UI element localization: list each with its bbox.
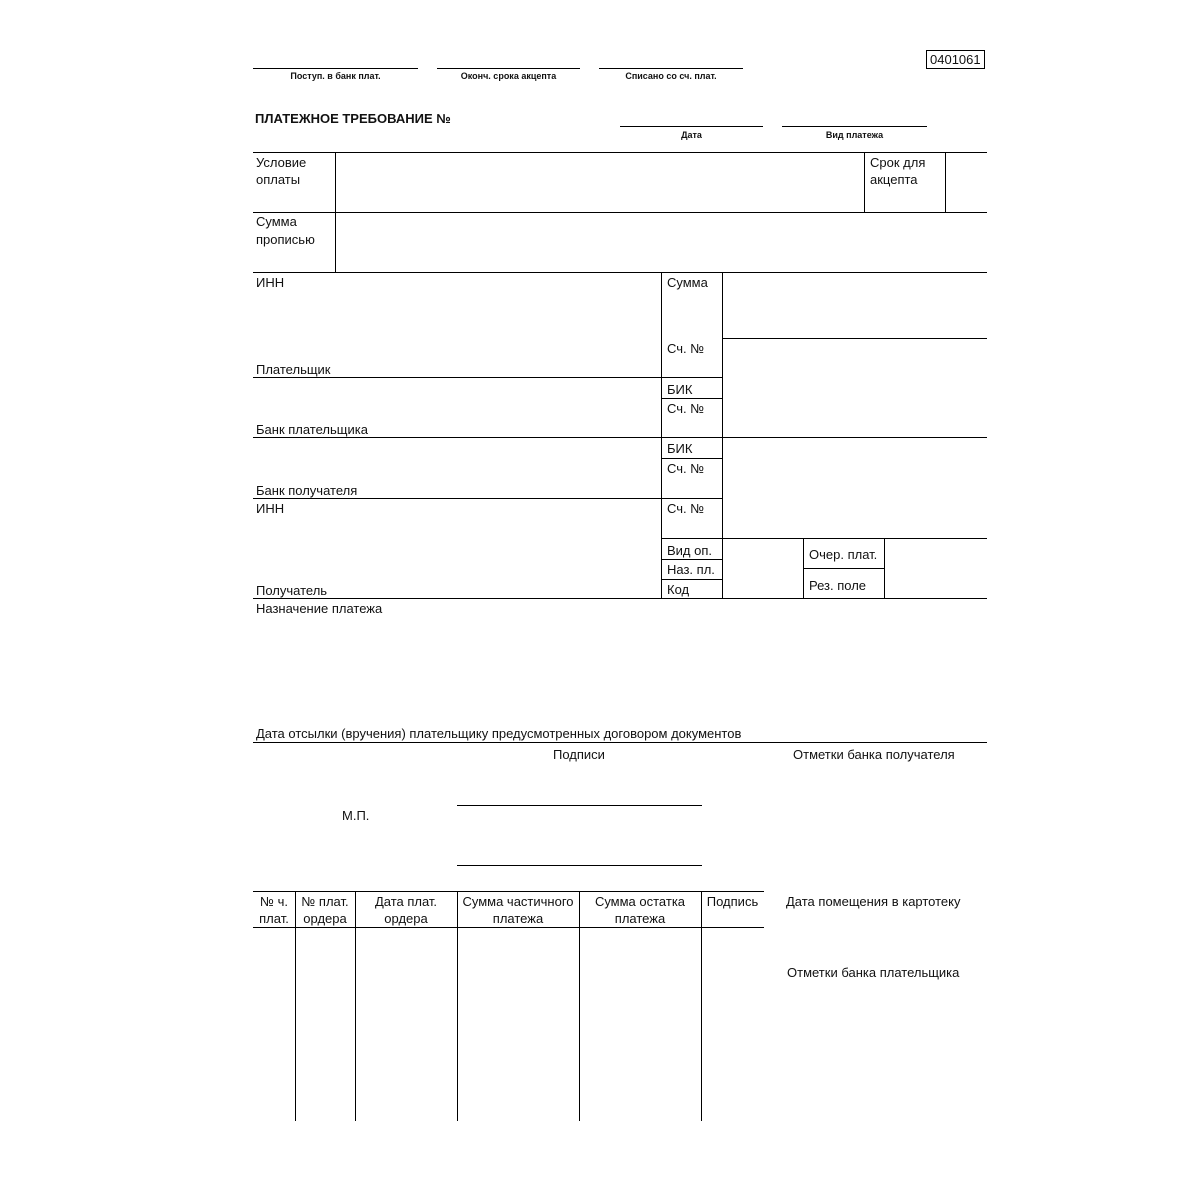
amount-words-label-1: Сумма [256, 214, 297, 229]
docs-sent-line [253, 742, 987, 743]
payment-type-line [782, 126, 927, 127]
col-header-1-line-1: № ч. [260, 894, 288, 909]
recipient-inn-label: ИНН [256, 501, 285, 516]
debited-line [599, 68, 743, 69]
payer-label: Плательщик [256, 362, 331, 377]
payer-bottom-line [253, 377, 722, 378]
code-label: Код [667, 582, 690, 597]
acceptance-end-line [437, 68, 580, 69]
block-top-line [253, 152, 987, 153]
acceptance-term-label-1: Срок для [870, 155, 926, 170]
recipient-account-bottom-line [661, 538, 987, 539]
acceptance-term-label-2: акцепта [870, 172, 918, 187]
docs-sent-date-label: Дата отсылки (вручения) плательщику предусмотренных договором документов [256, 726, 742, 741]
acceptance-end-label: Оконч. срока акцепта [460, 71, 557, 81]
col-header-3-line-2: ордера [384, 911, 428, 926]
payment-purpose-label: Назначение платежа [256, 601, 383, 616]
signature-line-2 [457, 865, 702, 866]
payment-condition-label-2: оплаты [256, 172, 301, 187]
page-title: ПЛАТЕЖНОЕ ТРЕБОВАНИЕ № [255, 111, 451, 126]
signatures-label: Подписи [553, 747, 605, 762]
recipient-bank-bik-label: БИК [667, 441, 693, 456]
date-label: Дата [681, 130, 702, 140]
recipient-bank-account-label: Сч. № [667, 461, 705, 476]
payer-bank-account-label: Сч. № [667, 401, 705, 416]
acceptance-divider-right [945, 152, 946, 212]
amount-words-label-2: прописью [256, 232, 315, 247]
payer-bank-marks-label: Отметки банка плательщика [787, 965, 960, 980]
col-header-4-line-2: платежа [492, 911, 544, 926]
op-type-line [661, 559, 722, 560]
amount-label: Сумма [667, 275, 708, 290]
received-label: Поступ. в банк плат. [290, 71, 381, 81]
parties-divider-1 [661, 272, 662, 598]
col-header-2-line-2: ордера [303, 911, 347, 926]
pay-purpose-short-label: Наз. пл. [667, 562, 715, 577]
payer-bank-label: Банк плательщика [256, 422, 368, 437]
table-top-line [253, 891, 764, 892]
signature-line-1 [457, 805, 702, 806]
payment-type-label: Вид платежа [825, 130, 884, 140]
col-header-2-line-1: № плат. [301, 894, 349, 909]
order-divider-right [884, 538, 885, 598]
col-header-1-line-2: плат. [259, 911, 289, 926]
acceptance-divider-left [864, 152, 865, 212]
parties-divider-2 [722, 272, 723, 598]
recipient-bank-bottom-line [253, 498, 722, 499]
recipient-bank-marks-label: Отметки банка получателя [793, 747, 955, 762]
condition-bottom-line [253, 212, 987, 213]
col-header-5-line-2: платежа [614, 911, 666, 926]
payment-condition-label-1: Условие [256, 155, 307, 170]
payer-inn-label: ИНН [256, 275, 285, 290]
date-line [620, 126, 763, 127]
table-col-divider-5 [701, 891, 702, 1121]
col-header-4-line-1: Сумма частичного [462, 894, 574, 909]
received-line [253, 68, 418, 69]
pay-purpose-short-line [661, 579, 722, 580]
payment-order-label: Очер. плат. [809, 547, 878, 562]
amount-words-bottom-line [253, 272, 987, 273]
debited-label: Списано со сч. плат. [625, 71, 717, 81]
col-header-6-line-1: Подпись [706, 894, 759, 909]
seal-label: М.П. [342, 808, 370, 823]
payer-bank-bik-label: БИК [667, 382, 693, 397]
card-file-date-label: Дата помещения в картотеку [786, 894, 961, 909]
payer-bik-line [661, 398, 722, 399]
amount-bottom-line [722, 338, 987, 339]
recipient-bank-label: Банк получателя [256, 483, 358, 498]
table-header-bottom-line [253, 927, 764, 928]
recipient-account-label: Сч. № [667, 501, 705, 516]
payer-account-label: Сч. № [667, 341, 705, 356]
op-type-label: Вид оп. [667, 543, 713, 558]
recipient-bik-line [661, 458, 722, 459]
recipient-label: Получатель [256, 583, 328, 598]
col-header-5-line-1: Сумма остатка [594, 894, 686, 909]
payer-bank-bottom-line [253, 437, 987, 438]
parties-bottom-line [253, 598, 987, 599]
order-mid-line [803, 568, 884, 569]
form-code: 0401061 [926, 50, 985, 69]
reserve-field-label: Рез. поле [809, 578, 867, 593]
col-header-3-line-1: Дата плат. [374, 894, 438, 909]
